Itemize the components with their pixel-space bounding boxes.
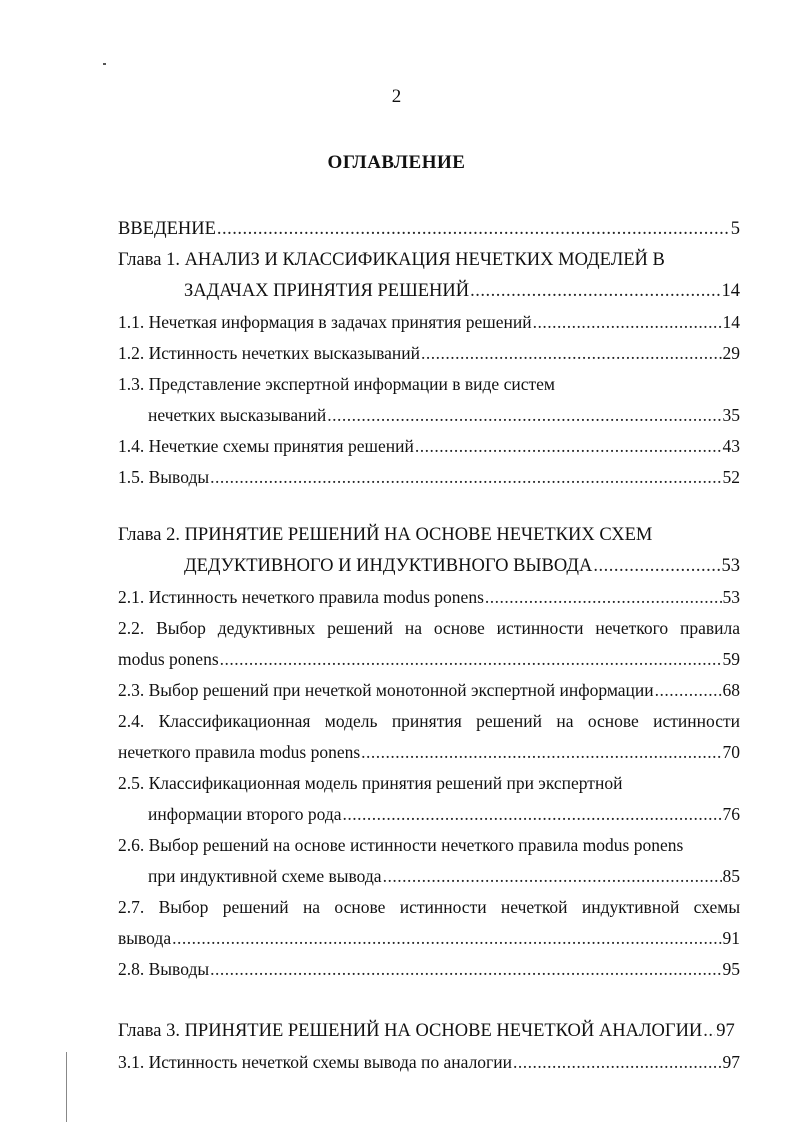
toc-word: решений [222,897,289,917]
toc-page-number: 5 [730,219,740,239]
toc-page-number: 14 [722,312,740,332]
toc-page-number: 97 [722,1052,740,1072]
toc-word: модель [324,711,378,731]
toc-leader-dots [210,954,721,985]
scan-speck [103,63,106,65]
toc-page-number: 97 [716,1021,735,1041]
toc-entry-1-4[interactable] [118,431,740,462]
toc-entry-2-2[interactable] [118,613,740,644]
toc-chapter-1-line2: ЗАДАЧАХ ПРИНЯТИЯ РЕШЕНИЙ [184,281,470,301]
toc-word: принятия [391,711,462,731]
toc-page-number: 29 [722,343,740,363]
toc-chapter-3-block [118,1016,740,1078]
toc-leader-dots [361,737,721,768]
toc-chapter-2-continuation[interactable] [118,551,740,582]
toc-entry-2-7-continuation[interactable] [118,923,740,954]
toc-chapter-2-line1: Глава 2. ПРИНЯТИЕ РЕШЕНИЙ НА ОСНОВЕ НЕЧЕТКИХ СХЕМ [118,525,653,545]
toc-entry-label-cont: нечетких высказываний [148,405,327,425]
toc-entry-1-2[interactable] [118,338,740,369]
toc-entry-label: 2.8. Выводы [118,959,210,979]
toc-word: истинности [653,711,740,731]
toc-leader-dots [470,276,720,307]
toc-chapter-2-line2: ДЕДУКТИВНОГО И ИНДУКТИВНОГО ВЫВОДА [184,556,593,576]
toc-word: Выбор [158,897,209,917]
toc-entry-3-1[interactable] [118,1047,740,1078]
toc-word: основе [587,711,639,731]
toc-word: истинности [496,618,584,638]
toc-entry-label: 1.1. Нечеткая информация в задачах принятия решений [118,312,532,332]
toc-word: индуктивной [581,897,680,917]
toc-entry-2-5[interactable] [118,768,740,799]
toc-page-number: 43 [722,436,740,456]
toc-entry-label: 1.2. Истинность нечетких высказываний [118,343,420,363]
toc-chapter-1-block [118,214,740,493]
toc-word: на [302,897,321,917]
toc-leader-dots [593,551,720,582]
toc-entry-1-3[interactable] [118,369,740,400]
toc-entry-2-3[interactable] [118,675,740,706]
toc-word: основе [334,897,386,917]
toc-leader-dots [327,400,721,431]
toc-leader-dots [172,923,721,954]
toc-leader-dots [513,1047,722,1078]
toc-word: 2.7. [118,897,145,917]
toc-page-number: 53 [721,556,740,576]
toc-word: нечеткой [500,897,568,917]
toc-page-number: 95 [722,959,740,979]
toc-entry-label-cont: при индуктивной схеме вывода [148,866,382,886]
toc-chapter-3-label: Глава 3. ПРИНЯТИЕ РЕШЕНИЙ НА ОСНОВЕ НЕЧЕТКОЙ АНАЛОГИИ [118,1021,703,1041]
toc-leader-dots [655,675,722,706]
toc-entry-1-3-continuation[interactable] [118,400,740,431]
toc-leader-dots [415,431,722,462]
toc-word: на [556,711,574,731]
toc-entry-1-1[interactable] [118,307,740,338]
toc-entry-2-6-continuation[interactable] [118,861,740,892]
toc-word: на [404,618,422,638]
toc-word: истинности [399,897,487,917]
toc-word: 2.4. [118,711,145,731]
toc-entry-label: ВВЕДЕНИЕ [118,219,216,239]
toc-leader-dots [383,861,722,892]
toc-entry-2-2-continuation[interactable] [118,644,740,675]
toc-page-number: 14 [721,281,740,301]
toc-entry-label: 1.5. Выводы [118,467,210,487]
toc-leader-dots [421,338,722,369]
toc-entry-2-4-continuation[interactable] [118,737,740,768]
toc-entry-label-cont: информации второго рода [148,804,342,824]
toc-word: 2.2. [118,618,145,638]
toc-page-number: 52 [722,467,740,487]
toc-entry-2-6[interactable] [118,830,740,861]
toc-entry-2-1[interactable] [118,582,740,613]
toc-entry-label: 2.5. Классификационная модель принятия решений при экспертной [118,773,623,793]
toc-word: Классификационная [158,711,311,731]
toc-word: нечеткого [595,618,669,638]
toc-page-number: 70 [722,742,740,762]
toc-page-number: 85 [722,866,740,886]
toc-page-number: 53 [722,587,740,607]
toc-entry-label: 2.1. Истинность нечеткого правила modus ponens [118,587,484,607]
toc-entry-label-cont: нечеткого правила modus ponens [118,742,361,762]
toc-chapter-2-title[interactable] [118,520,740,551]
toc-leader-dots [217,214,730,245]
toc-chapter-1-title[interactable] [118,245,740,276]
toc-leader-dots [533,307,722,338]
toc-chapter-3-title[interactable] [118,1016,740,1047]
toc-leader-dots [703,1016,715,1047]
toc-entry-2-8[interactable] [118,954,740,985]
toc-entry-label: 1.3. Представление экспертной информации в виде систем [118,374,555,394]
toc-entry-label-cont: вывода [118,928,172,948]
toc-leader-dots [343,799,722,830]
toc-chapter-2-block [118,520,740,985]
toc-word: основе [433,618,485,638]
toc-entry-1-5[interactable] [118,462,740,493]
toc-leader-dots [220,644,722,675]
toc-entry-2-5-continuation[interactable] [118,799,740,830]
toc-word: дедуктивных [217,618,316,638]
toc-title: ОГЛАВЛЕНИЕ [327,152,466,173]
scan-margin-line [66,1052,67,1122]
toc-chapter-1-line1: Глава 1. АНАЛИЗ И КЛАССИФИКАЦИЯ НЕЧЕТКИХ МОДЕЛЕЙ В [118,250,665,270]
toc-chapter-1-continuation[interactable] [118,276,740,307]
toc-entry-label: 1.4. Нечеткие схемы принятия решений [118,436,414,456]
toc-entry-2-7[interactable] [118,892,740,923]
toc-word: решений [476,711,542,731]
toc-word: Выбор [156,618,206,638]
toc-word: правила [679,618,740,638]
toc-entry-label-cont: modus ponens [118,649,219,669]
toc-page-number: 59 [722,649,740,669]
toc-leader-dots [210,462,721,493]
toc-page-number: 68 [722,680,740,700]
toc-word: решений [327,618,393,638]
toc-page-number: 76 [722,804,740,824]
toc-word: схемы [693,897,741,917]
toc-entry-label: 2.3. Выбор решений при нечеткой монотонной экспертной информации [118,680,654,700]
toc-page-number: 91 [722,928,740,948]
toc-page-number: 35 [722,405,740,425]
toc-entry-label: 3.1. Истинность нечеткой схемы вывода по аналогии [118,1052,512,1072]
toc-entry-intro[interactable] [118,214,740,245]
toc-leader-dots [485,582,722,613]
page-number: 2 [391,86,402,107]
toc-entry-label: 2.6. Выбор решений на основе истинности нечеткого правила modus ponens [118,835,684,855]
toc-entry-2-4[interactable] [118,706,740,737]
